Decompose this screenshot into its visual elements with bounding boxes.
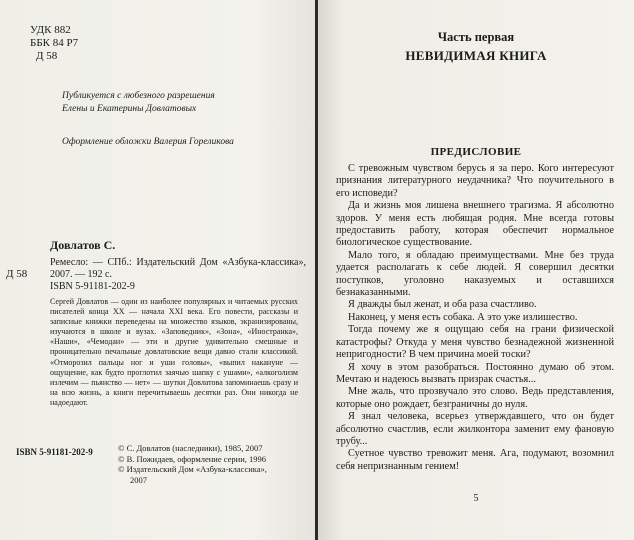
paragraph: Я дважды был женат, и оба раза счастливо. [348,299,537,311]
page-number: 5 [473,493,479,504]
author-heading: Довлатов С. [50,238,116,252]
permission-line: Елены и Екатерины Довлатовых [62,104,197,114]
permission-line: Публикуется с любезного разрешения [62,91,215,101]
preface-text [336,163,614,473]
paragraph: Я хочу в этом разобраться. Постоянно думаю об этом. Мечтаю и надеюсь вызвать призрак счастья... [336,361,614,385]
paragraph: Я знал человека, всерьез утверждавшего, что он будет абсолютно счастлив, если жилконтора заменит ему фановую трубу... [336,411,614,447]
author-mark-code: Д 58 [36,50,58,62]
copyright-line: 2007 [130,474,147,485]
catalog-code: Д 58 [6,268,28,280]
cover-design-credit: Оформление обложки Валерия Гореликова [62,137,234,147]
paragraph: Да и жизнь моя лишена внешнего трагизма. Я абсолютно здоров. У меня есть любящая родня. Мне всегда готовы предоставить работу, которая обеспечит нормальное биологическое существование. [336,200,614,249]
book-annotation: Сергей Довлатов — один из наиболее популярных и читаемых русских писателей конца XX — начала XXI века. Его повести, рассказы и записные книжки переведены на множество языков, экранизированы, изучаются в школе и вузах. «Заповедник», «Зона», «Иностранка», «Наши», «Чемодан» — эти и другие удивительно смешные и проницательно печальные довлатовские вещи давно стали классикой. «Отморозил пальцы ног и уши головы», «выпил накануне — ощущение, как будто проглотил заячью шапку с ушами», «алкоголизм излечим — пьянство — нет» — шутки Довлатова запоминаешь сразу и на всю жизнь, а книги перечитываешь десятки раз. Они никогда не надоедают. [50,297,298,407]
copyright-line: © Издательский Дом «Азбука-классика», [118,464,267,474]
copyright-block [118,443,267,485]
udk-code: УДК 882 [30,24,71,36]
section-title: ПРЕДИСЛОВИЕ [430,146,522,158]
library-codes [30,24,78,63]
paragraph: Тогда почему же я ощущаю себя на грани физической катастрофы? Откуда у меня чувство безнадежной жизненной непригодности? В чем причина моей тоски? [336,324,614,361]
copyright-line: © В. Пожидаев, оформление серии, 1996 [118,453,266,464]
bibliographic-description: Ремесло: — СПб.: Издательский Дом «Азбука-классика», 2007. — 192 с. [50,257,306,280]
catalog-card [50,238,306,408]
paragraph: С тревожным чувством берусь я за перо. Кого интересуют признания литературного неудачника? Что поучительного в его исповеди? [336,163,614,199]
paragraph: Мало того, я обладаю преимуществами. Мне без труда удается располагать к себе людей. Я совершил десятки поступков, уголовно наказуемых и оставшихся безнаказанными. [336,249,614,299]
isbn-line: ISBN 5-91181-202-9 [50,281,135,292]
paragraph: Суетное чувство тревожит меня. Ага, подумают, возомнил себя непризнанным гением! [336,448,614,472]
paragraph: Мне жаль, что прозвучало это слово. Ведь представления, которые оно рождает, безграничны до нуля. [336,386,614,410]
copyright-line: © С. Довлатов (наследники), 1985, 2007 [118,443,263,453]
bbk-code: ББК 84 Р7 [30,37,79,49]
isbn-footer: ISBN 5-91181-202-9 [16,447,93,457]
paragraph: Наконец, у меня есть собака. А это уже излишество. [348,311,578,323]
book-title: НЕВИДИМАЯ КНИГА [405,48,547,63]
publication-permission [62,90,215,116]
part-title: Часть первая [437,30,515,44]
